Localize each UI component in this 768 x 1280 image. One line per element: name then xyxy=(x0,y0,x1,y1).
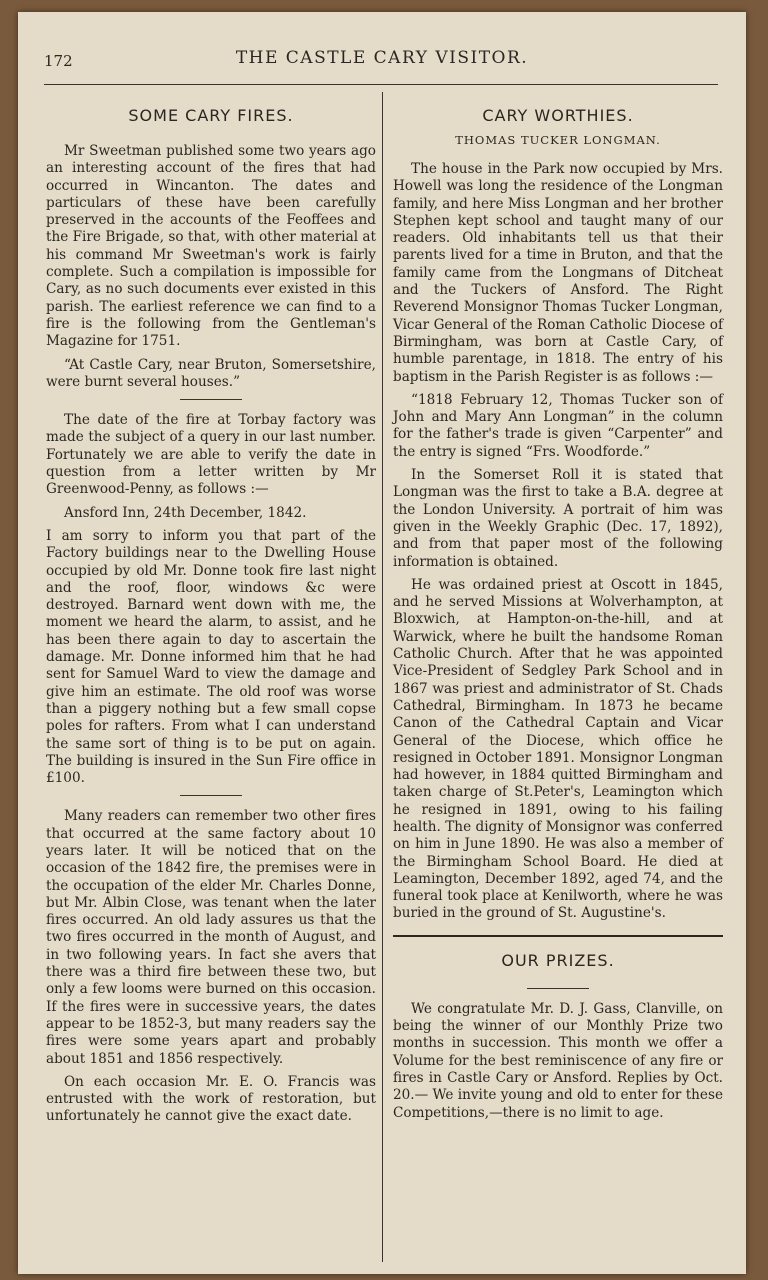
section-rule xyxy=(527,988,589,989)
article-heading-cary-worthies: CARY WORTHIES. xyxy=(482,106,634,125)
article-subheading: THOMAS TUCKER LONGMAN. xyxy=(455,133,661,147)
book-page xyxy=(18,12,746,1274)
paragraph: Mr Sweetman published some two years ago an interesting account of the fires that had occurred in Wincanton. The dates and particulars of these have been carefully preserved in the accounts of the Feoffees and the Fire Brigade, so that, with other material at his command Mr Sweetman's work is fairly complete. Such a compilation is impossible for Cary, as no such documents ever existed in this parish. The earliest reference we can find to a fire is the following from the Gentleman's Magazine for 1751. xyxy=(46,143,376,350)
left-column xyxy=(46,92,376,1132)
section-rule xyxy=(180,399,242,400)
quotation: “1818 February 12, Thomas Tucker son of John and Mary Ann Longman” in the column for the father's trade is given “Carpenter” and the entry is signed “Frs. Woodforde.” xyxy=(393,391,723,460)
column-divider xyxy=(382,92,383,1262)
paragraph: On each occasion Mr. E. O. Francis was entrusted with the work of restoration, but unfortunately he cannot give the exact date. xyxy=(46,1073,376,1125)
section-rule-thick xyxy=(393,935,723,937)
header-rule xyxy=(44,84,718,85)
paragraph: He was ordained priest at Oscott in 1845, and he served Missions at Wolverhampton, at Bloxwich, at Hampton-on-the-hill, and at Warwick, where he built the handsome Roman Catholic Church. After that he was appointed Vice-President of Sedgley Park School and in 1867 was priest and administrator of St. Chads Cathedral, Birmingham. In 1873 he became Canon of the Cathedral Captain and Vicar General of the Diocese, which office he resigned in October 1891. Monsignor Longman had however, in 1884 quitted Birmingham and taken charge of St.Peter's, Leamington which he resigned in 1891, owing to his failing health. The dignity of Monsignor was conferred on him in June 1890. He was also a member of the Birmingham School Board. He died at Leamington, December 1892, aged 74, and the funeral took place at Kenilworth, where he was buried in the ground of St. Augustine's. xyxy=(393,576,723,922)
paragraph: Many readers can remember two other fires that occurred at the same factory about 10 years later. It will be noticed that on the occasion of the 1842 fire, the premises were in the occupation of the elder Mr. Charles Donne, but Mr. Albin Close, was tenant when the later fires occurred. An old lady assures us that the two fires occurred in the month of August, and in two following years. In fact she avers that there was a third fire between these two, but only a few looms were burned on this occasion. If the fires were in successive years, the dates appear to be 1852-3, but many readers say the fires were some years apart and probably about 1851 and 1856 respectively. xyxy=(46,808,376,1067)
paragraph: The house in the Park now occupied by Mrs. Howell was long the residence of the Longman family, and here Miss Longman and her brother Stephen kept school and taught many of our readers. Old inhabitants tell us that their parents lived for a time in Bruton, and that the family came from the Longmans of Ditcheat and the Tuckers of Ansford. The Right Reverend Monsignor Thomas Tucker Longman, Vicar General of the Roman Catholic Diocese of Birmingham, was born at Castle Cary, of humble parentage, in 1818. The entry of his baptism in the Parish Register is as follows :— xyxy=(393,161,723,385)
quotation: “At Castle Cary, near Bruton, Somersetshire, were burnt several houses.” xyxy=(46,356,376,390)
journal-title: THE CASTLE CARY VISITOR. xyxy=(235,48,529,68)
letter-body: I am sorry to inform you that part of the Factory buildings near to the Dwelling House occupied by old Mr. Donne took fire last night and the roof, floor, windows &c were destroyed. Barnard went down with me, the moment we heard the alarm, to assist, and he has been there again to day to ascertain the damage. Mr. Donne informed him that he had sent for Samuel Ward to view the damage and give him an estimate. The old roof was worse than a piggery nothing but a few small copse poles for rafters. From what I can understand the same sort of thing is to be put on again. The building is insured in the Sun Fire office in £100. xyxy=(46,527,376,787)
page-number: 172 xyxy=(44,52,73,70)
right-column xyxy=(393,92,723,1128)
article-heading-our-prizes: OUR PRIZES. xyxy=(501,950,615,970)
paragraph: The date of the fire at Torbay factory was made the subject of a query in our last number. Fortunately we are able to verify the date in question from a letter written by Mr Greenwood-Penny, as follows :— xyxy=(46,412,376,498)
page-header xyxy=(18,46,746,76)
letter-dateline: Ansford Inn, 24th December, 1842. xyxy=(64,504,307,521)
article-heading-cary-fires: SOME CARY FIRES. xyxy=(128,106,294,125)
paragraph: In the Somerset Roll it is stated that Longman was the first to take a B.A. degree at the London University. A portrait of him was given in the Weekly Graphic (Dec. 17, 1892), and from that paper most of the following information is obtained. xyxy=(393,467,723,570)
paragraph: We congratulate Mr. D. J. Gass, Clanville, on being the winner of our Monthly Prize two months in succession. This month we offer a Volume for the best reminiscence of any fire or fires in Castle Cary or Ansford. Replies by Oct. 20.— We invite young and old to enter for these Competitions,—there is no limit to age. xyxy=(393,1000,723,1121)
section-rule xyxy=(180,795,242,796)
